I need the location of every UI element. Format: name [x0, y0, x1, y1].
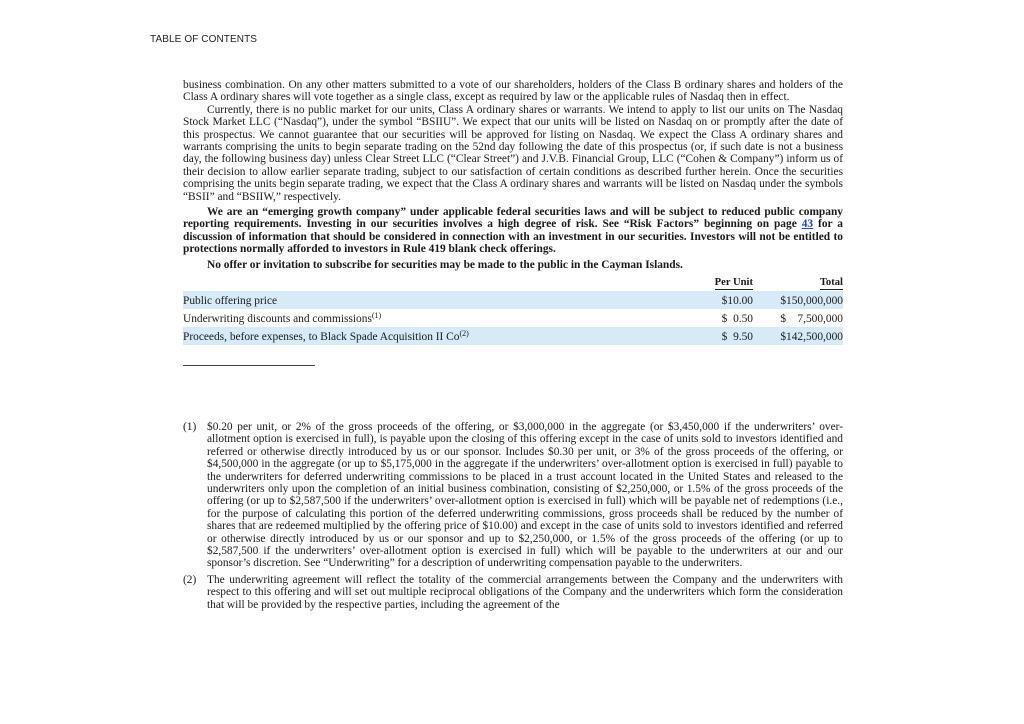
row-per-unit: $ 0.50: [721, 312, 753, 325]
row-label: Proceeds, before expenses, to Black Spade Acquisition II Co$^{(2)}$: [183, 327, 675, 345]
row-per-unit: $10.00: [675, 291, 753, 309]
footnote-divider: [183, 365, 315, 366]
row-total: $150,000,000: [753, 291, 843, 309]
row-per-unit: $ 9.50: [675, 327, 753, 345]
row-label: Public offering price: [183, 291, 675, 309]
footnote-number: (2): [183, 573, 197, 586]
per-unit-header: Per Unit: [714, 277, 753, 289]
footnote-number: (1): [183, 421, 197, 433]
row-total: $ 7,500,000: [780, 312, 843, 325]
paragraph-emerging-growth: [183, 206, 843, 256]
footnote-1: [183, 421, 843, 570]
row-total: $142,500,000: [753, 327, 843, 345]
offering-table-header: [183, 275, 843, 291]
risk-factors-page-link[interactable]: 43: [801, 218, 814, 231]
paragraph-public-market: Currently, there is no public market for our units, Class A ordinary shares or warrants. We intend to apply to list our units on The Nasdaq Stock Market LLC (“Nasdaq”), under the symbol “BSIIU”. We expect that our units will be listed on Nasdaq on or promptly after the date of this prospectus. We cannot guarantee that our securities will be approved for listing on Nasdaq. We expect the Class A ordinary shares and warrants comprising the units to begin separate trading on the 52nd day following the date of this prospectus (or, if such date is not a business day, the following business day) unless Clear Street LLC (“Clear Street”) and J.V.B. Financial Group, LLC (“Cohen & Company”) inform us of their decision to allow earlier separate trading, subject to our satisfaction of certain conditions as described further herein. Once the securities comprising the units begin separate trading, we expect that the Class A ordinary shares and warrants will be listed on Nasdaq under the symbols “BSII” and “BSIIW,” respectively.: [183, 103, 843, 203]
footnote-2: [183, 574, 843, 611]
table-row: [183, 291, 843, 309]
table-of-contents-link[interactable]: TABLE OF CONTENTS: [150, 34, 258, 45]
table-row: [183, 327, 843, 345]
paragraph-business-combination: business combination. On any other matters submitted to a vote of our shareholders, holders of the Class B ordinary shares and holders of the Class A ordinary shares will vote together as a single class, except as required by law or the applicable rules of Nasdaq then in effect.: [183, 79, 843, 104]
emerging-growth-text-start: We are an “emerging growth company” under applicable federal securities laws and will be subject to reduced public company reporting requirements. Investing in our securities involves a high degree of risk. See “Risk Factors” beginning on page: [183, 206, 843, 231]
paragraph-cayman-notice: No offer or invitation to subscribe for securities may be made to the public in the Cayman Islands.: [207, 258, 683, 271]
document-body: [183, 79, 843, 366]
emerging-growth-text-end: for a discussion of information that should be considered in connection with an investment in our securities. Investors will not be entitled to protections normally afforded to investors in Rule 419 blank check offerings.: [183, 218, 843, 256]
row-label: Underwriting discounts and commissions$^{(1)}$: [183, 310, 382, 325]
table-row: [183, 309, 843, 327]
footnotes: [183, 421, 843, 615]
offering-table: [183, 275, 843, 345]
total-header: Total: [819, 277, 843, 289]
footnote-text: $0.20 per unit, or 2% of the gross proceeds of the offering, or $3,000,000 in the aggregate (or $3,450,000 if the underwriters’ over-allotment option is exercised in full), is payable upon the closing of this offering except in the case of units sold to investors identified and referred or otherwise directly introduced by us or our sponsor. Includes $0.30 per unit, or 3% of the gross proceeds of the offering, or $4,500,000 in the aggregate (or up to $5,175,000 in the aggregate if the underwriters’ over-allotment option is exercised in full) payable to the underwriters for deferred underwriting commissions to be placed in a trust account located in the United States and released to the underwriters only upon the completion of an initial business combination, consisting of $2,250,000, or 1.5% of the gross proceeds of the offering (or up to $2,587,500 if the underwriters’ over-allotment option is exercised in full) which will be payable net of redemptions (i.e., for the purpose of calculating this portion of the deferred underwriting commissions, gross proceeds shall be reduced by the number of shares that are redeemed multiplied by the offering price of $10.00) and except in the case of units sold to investors identified and referred or otherwise directly introduced by us or our sponsor and up to $2,250,000, or 1.5% of the gross proceeds of the offering (or up to $2,587,500 if the underwriters’ over-allotment option is exercised in full) which will be payable to the underwriters at our and our sponsor’s discretion. See “Underwriting” for a description of underwriting compensation payable to the underwriters.: [207, 421, 843, 570]
footnote-text: The underwriting agreement will reflect the totality of the commercial arrangements between the Company and the underwriters with respect to this offering and will set out multiple reciprocal obligations of the Company and the underwriters which form the consideration that will be provided by the respective parties, including the agreement of the: [207, 573, 843, 611]
